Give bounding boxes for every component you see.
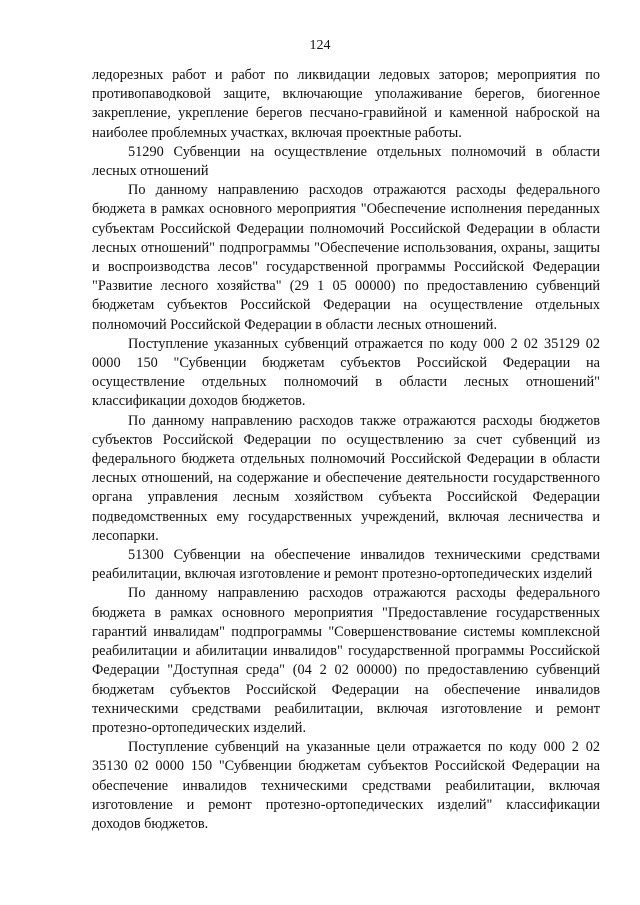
heading-51290: 51290 Субвенции на осуществление отдельных полномочий в области лесных отношений	[92, 143, 600, 180]
paragraph-8: Поступление субвенций на указанные цели отражается по коду 000 2 02 35130 02 0000 150 "Субвенции бюджетам субъектов Российской Федерации на обеспечение инвалидов техническими средствами реабилитации, включая изготовление и ремонт протезно-ортопедических изделий" классификации доходов бюджетов.	[92, 739, 600, 832]
document-body	[92, 66, 600, 834]
heading-51300: 51300 Субвенции на обеспечение инвалидов техническими средствами реабилитации, включая изготовление и ремонт протезно-ортопедических изделий	[92, 547, 600, 583]
paragraph-5: По данному направлению расходов также отражаются расходы бюджетов субъектов Российской Федерации по осуществлению за счет субвенций из федерального бюджета отдельных полномочий Российской Федерации в области лесных отношений, на содержание и обеспечение деятельности государственного органа управления лесным хозяйством субъекта Российской Федерации подведомственных ему государственных учреждений, включая лесничества и лесопарки.	[92, 412, 600, 544]
paragraph-1: ледорезных работ и работ по ликвидации ледовых заторов; мероприятия по противопаводковой защите, включающие уполаживание берегов, биогенное закрепление, укрепление берегов песчано-гравийной и каменной наброской на наиболее проблемных участках, включая проектные работы.	[92, 67, 600, 141]
page-number: 124	[309, 38, 331, 53]
paragraph-3: По данному направлению расходов отражаются расходы федерального бюджета в рамках основного мероприятия "Обеспечение исполнения переданных субъектам Российской Федерации полномочий Российской Федерации в области лесных отношений" подпрограммы "Обеспечение использования, охраны, защиты и воспроизводства лесов" государственной программы Российской Федерации "Развитие лесного хозяйства" (29 1 05 00000) по предоставлению субвенций бюджетам субъектов Российской Федерации на осуществление отдельных полномочий Российской Федерации в области лесных отношений.	[92, 182, 600, 333]
paragraph-7: По данному направлению расходов отражаются расходы федерального бюджета в рамках основного мероприятия "Предоставление государственных гарантий инвалидам" подпрограммы "Совершенствование системы комплексной реабилитации и абилитации инвалидов" государственной программы Российской Федерации "Доступная среда" (04 2 02 00000) по предоставлению субвенций бюджетам субъектов Российской Федерации на обеспечение инвалидов техническими средствами реабилитации, включая изготовление и ремонт протезно-ортопедических изделий.	[92, 585, 600, 736]
paragraph-4: Поступление указанных субвенций отражается по коду 000 2 02 35129 02 0000 150 "Субвенции бюджетам субъектов Российской Федерации на осуществление отдельных полномочий в области лесных отношений" классификации доходов бюджетов.	[92, 335, 600, 410]
